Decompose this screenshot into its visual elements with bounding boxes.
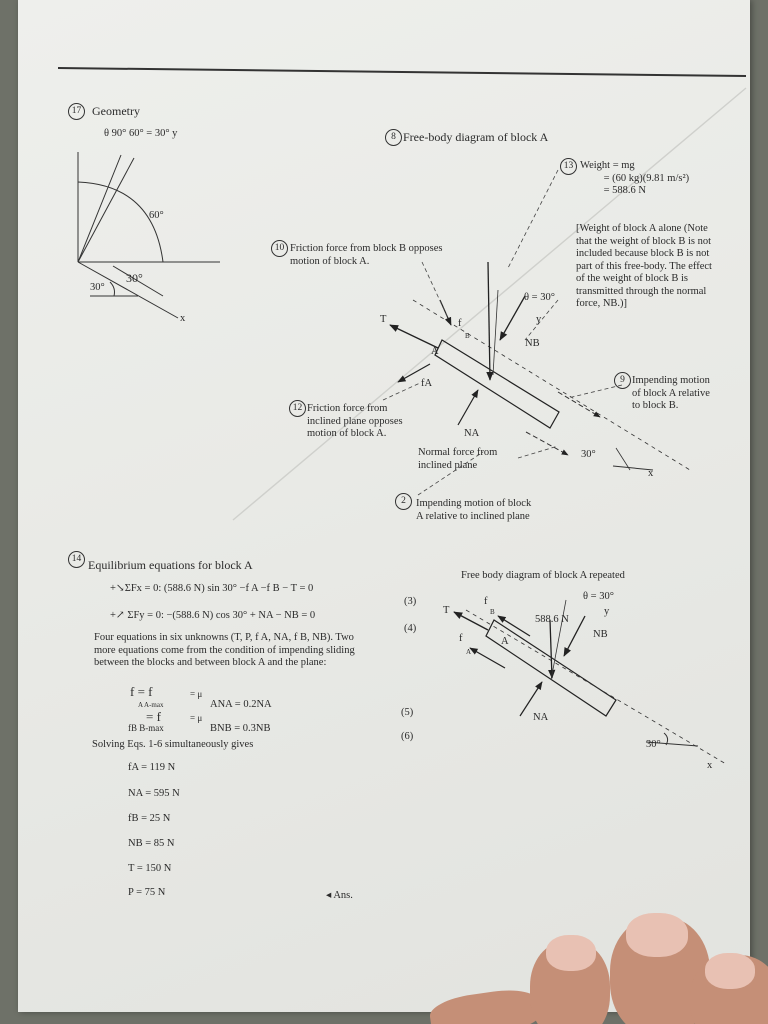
result-fb: fB = 25 N <box>128 813 171 824</box>
friction-plane-text: Friction force from inclined plane opposes motion of block A. <box>307 403 403 439</box>
fb-label: f <box>458 318 462 329</box>
fbd2-fb-label: f <box>484 596 488 607</box>
result-nb: NB = 85 N <box>128 838 175 849</box>
step-number-14: 14 <box>68 551 85 568</box>
geometry-angle-line: θ 90° 60° = 30° y <box>104 128 178 139</box>
equilibrium-title: Equilibrium equations for block A <box>88 558 253 572</box>
fbd2-theta: θ = 30° <box>583 591 614 602</box>
result-fa: fA = 119 N <box>128 762 176 773</box>
fbd2-fa-label: f <box>459 633 463 644</box>
weight-calculation: Weight = mg = (60 kg)(9.81 m/s²) = 588.6 N <box>580 160 690 196</box>
incline-angle-label: 30° <box>581 449 596 460</box>
normal-force-leader <box>518 446 558 458</box>
equation-3: +↘ΣFx = 0: (588.6 N) sin 30° −f A −f B − T = 0 <box>110 583 314 594</box>
fbd2-fa-subscript: A <box>466 648 472 656</box>
fbd2-y-label: y <box>604 606 610 617</box>
impending-plane-arrow <box>526 432 568 455</box>
impending-ab-text: Impending motion of block A relative to block B. <box>632 375 710 411</box>
fb-subscript: B <box>465 332 470 340</box>
na-arrow <box>458 390 478 425</box>
equation-6-left: = f <box>146 709 161 724</box>
equation-4-number: (4) <box>404 623 417 634</box>
fbd2-tension-label: T <box>443 605 450 616</box>
fbd2-x-label: x <box>707 760 713 771</box>
fbd2-nb-label: NB <box>593 629 608 640</box>
tension-label: T <box>380 314 387 325</box>
equation-5-subscripts: A A-max <box>138 701 164 709</box>
na-label: NA <box>464 428 480 439</box>
equation-6-mu: = μ <box>190 713 203 723</box>
answer-marker: ◂ Ans. <box>326 890 353 901</box>
fbd2-angle-label: 30° <box>646 739 661 750</box>
header-rule <box>58 68 746 76</box>
geometry-angle-60: 60° <box>149 210 164 221</box>
incline-x-label: x <box>648 468 654 479</box>
fbd2-weight-label: 588.6 N <box>535 614 569 625</box>
block-a-label: A <box>431 346 439 357</box>
tension-arrow <box>390 325 438 348</box>
equation-5-number: (5) <box>401 707 414 718</box>
scanned-page <box>18 0 750 1012</box>
equation-6-number: (6) <box>401 731 414 742</box>
solving-text: Solving Eqs. 1-6 simultaneously gives <box>92 739 254 750</box>
geometry-title: Geometry <box>92 104 140 118</box>
fbd-title: Free-body diagram of block A <box>403 130 549 144</box>
fbd2-fb-subscript: B <box>490 608 495 616</box>
step-number-13: 13 <box>560 158 577 175</box>
step-number-10: 10 <box>271 240 288 257</box>
step-number-17: 17 <box>68 103 85 120</box>
fbd2-block-a-label: A <box>501 636 509 647</box>
geometry-x-label: x <box>180 313 186 324</box>
nb-label: NB <box>525 338 540 349</box>
friction-b-leader <box>422 262 448 318</box>
theta-label: θ = 30° <box>524 292 555 303</box>
equation-5-right: ANA = 0.2NA <box>210 699 272 710</box>
equation-4: +↗ ΣFy = 0: −(588.6 N) cos 30° + NA − NB = 0 <box>110 610 316 621</box>
y-axis-label: y <box>536 314 542 325</box>
step-number-9: 9 <box>614 372 631 389</box>
impending-plane-text: Impending motion of block A relative to inclined plane <box>416 498 532 522</box>
step-number-2: 2 <box>395 493 412 510</box>
friction-plane-leader <box>383 383 420 400</box>
step-number-12: 12 <box>289 400 306 417</box>
fb-arrow <box>440 300 451 325</box>
geometry-angle-30-second: 30° <box>90 282 105 293</box>
weight-note: [Weight of block A alone (Note that the weight of block B is not included because block B is not part of this free-body. The effect of the weight of block B is transmitted through the normal force, NB.)] <box>576 223 712 309</box>
equation-6-subscripts: fB B-max <box>128 723 164 733</box>
friction-b-text: Friction force from block B opposes motion of block A. <box>290 243 443 267</box>
result-t: T = 150 N <box>128 863 172 874</box>
equation-3-number: (3) <box>404 596 417 607</box>
fa-label: fA <box>421 378 433 389</box>
equation-5-mu: = μ <box>190 689 203 699</box>
fbd-repeated <box>454 600 726 764</box>
normal-force-text: Normal force from inclined plane <box>418 447 498 471</box>
weight-arrow <box>488 262 490 380</box>
fbd2-title: Free body diagram of block A repeated <box>461 570 625 581</box>
hand-photo <box>430 905 768 1024</box>
equation-5-left: f = f <box>130 684 153 699</box>
block-a-rect <box>435 340 559 428</box>
impending-ab-leader <box>568 385 622 398</box>
page-drawings <box>18 0 750 1012</box>
geometry-angle-30: 30° <box>126 271 143 285</box>
nb-arrow <box>500 296 525 340</box>
y-axis-line <box>493 290 498 375</box>
fbd2-na-label: NA <box>533 712 549 723</box>
equation-6-right: BNB = 0.3NB <box>210 723 271 734</box>
result-p: P = 75 N <box>128 887 166 898</box>
equations-paragraph: Four equations in six unknowns (T, P, f A, NA, f B, NB). Two more equations come from the condition of impending sliding between the blocks and between block A and the plane: <box>94 632 355 668</box>
result-na: NA = 595 N <box>128 788 180 799</box>
step-number-8: 8 <box>385 129 402 146</box>
